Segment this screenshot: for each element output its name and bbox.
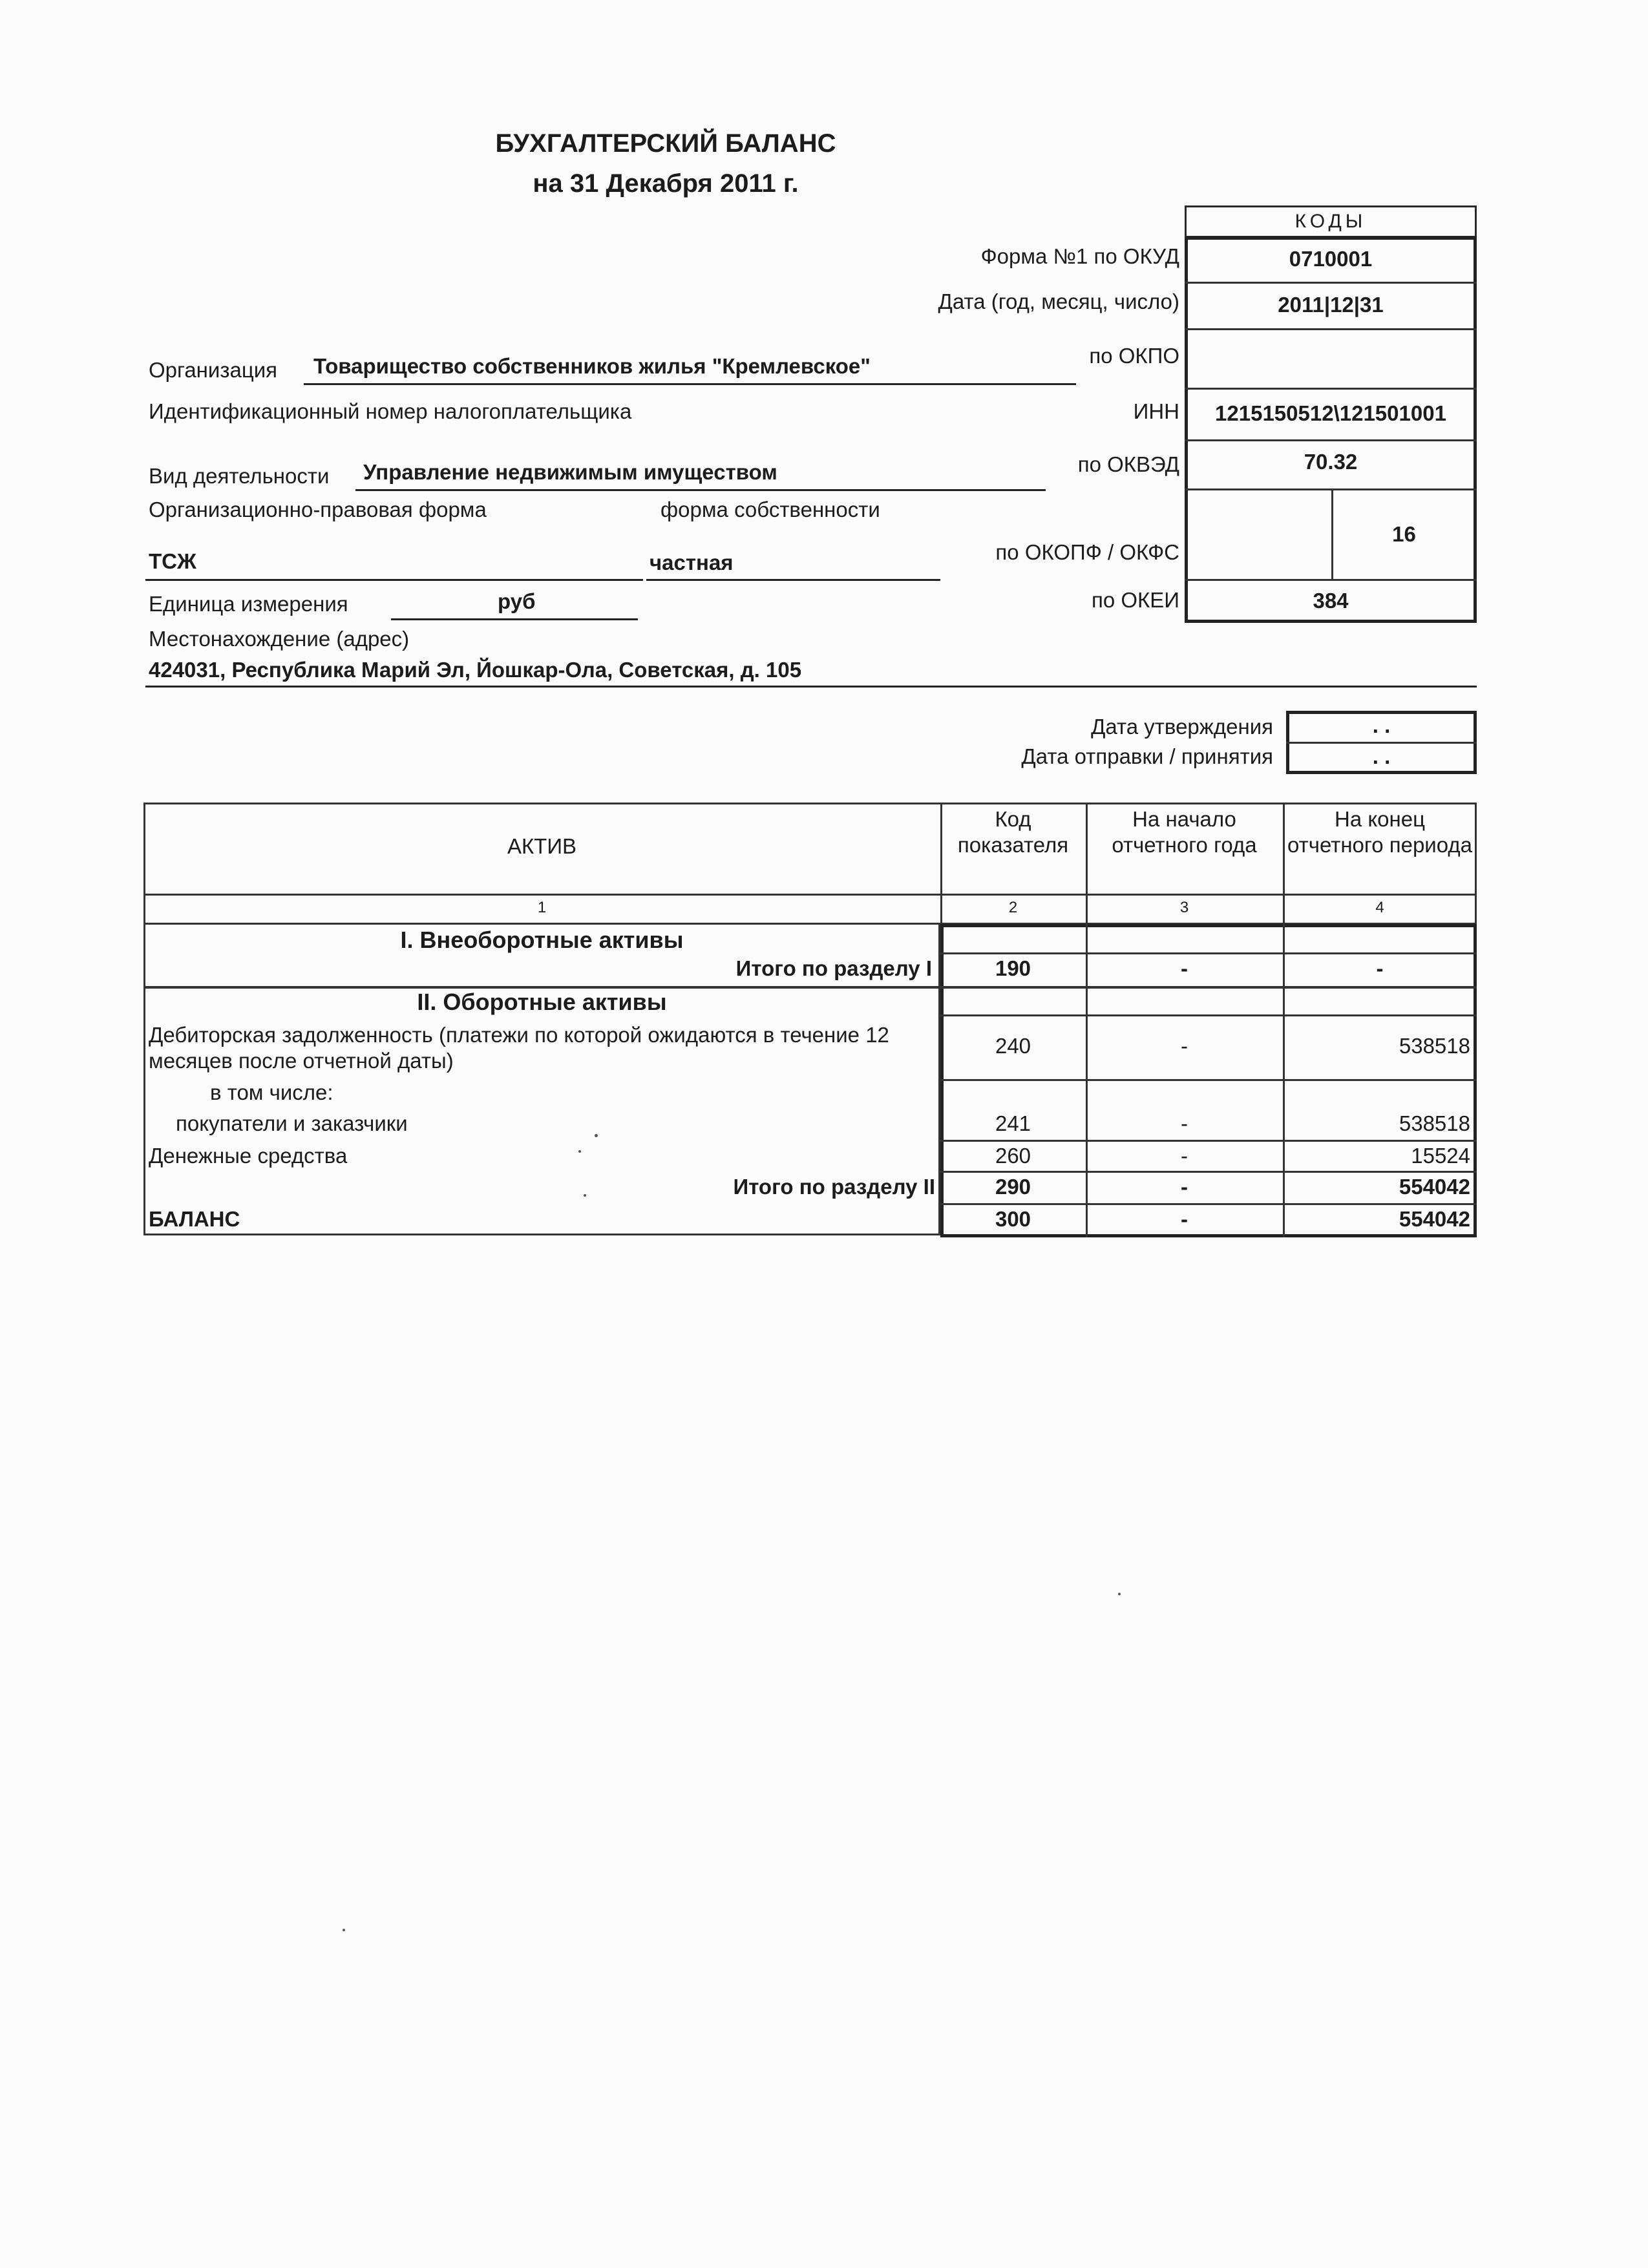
balance-start: - bbox=[1181, 1207, 1188, 1231]
unit-underline bbox=[391, 589, 638, 620]
section2-total-end: 554042 bbox=[1399, 1175, 1470, 1199]
unit-value: руб bbox=[498, 589, 536, 613]
scan-speck bbox=[1118, 1593, 1121, 1595]
codes-header-box bbox=[1185, 205, 1477, 238]
row-customers-start: - bbox=[1181, 1111, 1188, 1135]
row-cash-start: - bbox=[1181, 1144, 1188, 1168]
row-cash-label: Денежные средства bbox=[149, 1144, 348, 1168]
okud-label: Форма №1 по ОКУД bbox=[980, 244, 1179, 268]
approve-value: . . bbox=[1372, 713, 1391, 737]
address-value: 424031, Республика Марий Эл, Йошкар-Ола, Советская, д. 105 bbox=[149, 658, 802, 682]
inn-full-label: Идентификационный номер налогоплательщика bbox=[149, 399, 632, 423]
activity-label: Вид деятельности bbox=[149, 464, 330, 488]
scan-speck bbox=[343, 1929, 345, 1931]
header-aktiv: АКТИВ bbox=[507, 834, 577, 858]
unit-label: Единица измерения bbox=[149, 592, 348, 616]
okved-label: по ОКВЭД bbox=[1077, 452, 1179, 476]
org-underline bbox=[304, 354, 1076, 385]
okopf-label: по ОКОПФ / ОКФС bbox=[995, 540, 1179, 564]
row-cash-code: 260 bbox=[995, 1144, 1031, 1168]
okfs-value: 16 bbox=[1392, 522, 1416, 546]
document-title: БУХГАЛТЕРСКИЙ БАЛАНС bbox=[495, 129, 836, 158]
org-label: Организация bbox=[149, 358, 278, 382]
date-label: Дата (год, месяц, число) bbox=[938, 289, 1179, 313]
row-receivables-end: 538518 bbox=[1399, 1034, 1470, 1058]
col-num-4: 4 bbox=[1375, 899, 1384, 916]
row-including-label: в том числе: bbox=[210, 1080, 333, 1104]
balance-code: 300 bbox=[995, 1207, 1031, 1231]
legal-form-value: ТСЖ bbox=[149, 549, 196, 573]
section2-title: II. Оборотные активы bbox=[417, 989, 667, 1015]
ownership-underline bbox=[646, 548, 940, 581]
okud-value: 0710001 bbox=[1289, 247, 1373, 271]
document-subtitle: на 31 Декабря 2011 г. bbox=[533, 169, 799, 198]
inn-label: ИНН bbox=[1133, 399, 1179, 423]
header-start: На начало отчетного года bbox=[1112, 807, 1257, 857]
okpo-value bbox=[1185, 328, 1477, 388]
section1-total-code: 190 bbox=[995, 956, 1031, 980]
legal-form-underline bbox=[145, 548, 643, 581]
okei-value: 384 bbox=[1313, 589, 1349, 613]
section1-total-end: - bbox=[1376, 956, 1384, 980]
okei-label: по ОКЕИ bbox=[1091, 588, 1179, 612]
scan-speck bbox=[584, 1194, 586, 1197]
section2-total-label: Итого по разделу II bbox=[733, 1175, 935, 1199]
section1-total-label: Итого по разделу I bbox=[735, 956, 932, 980]
org-value: Товарищество собственников жилья "Кремлевское" bbox=[313, 354, 871, 378]
codes-header: КОДЫ bbox=[1294, 211, 1367, 232]
inn-value: 1215150512\121501001 bbox=[1215, 401, 1446, 425]
row-receivables-start: - bbox=[1181, 1034, 1188, 1058]
activity-value: Управление недвижимым имуществом bbox=[363, 460, 777, 484]
col-num-3: 3 bbox=[1179, 899, 1189, 916]
okopf-value bbox=[1185, 488, 1331, 579]
section1-title: I. Внеоборотные активы bbox=[400, 927, 684, 953]
row-cash-end: 15524 bbox=[1411, 1144, 1470, 1168]
date-value: 2011|12|31 bbox=[1278, 293, 1384, 317]
col-num-2: 2 bbox=[1008, 899, 1018, 916]
row-receivables-code: 240 bbox=[995, 1034, 1031, 1058]
activity-underline bbox=[355, 460, 1046, 491]
row-receivables-label: Дебиторская задолженность (платежи по которой ожидаются в течение 12 месяцев после отчетной даты) bbox=[149, 1023, 889, 1073]
header-end: На конец отчетного периода bbox=[1287, 807, 1472, 857]
scan-speck bbox=[578, 1150, 581, 1153]
scan-speck bbox=[595, 1134, 598, 1137]
row-customers-label: покупатели и заказчики bbox=[176, 1111, 408, 1135]
section1-total-start: - bbox=[1181, 956, 1188, 980]
balance-end: 554042 bbox=[1399, 1207, 1470, 1231]
header-code: Код показателя bbox=[957, 807, 1069, 857]
okpo-label: по ОКПО bbox=[1089, 344, 1179, 368]
section2-total-code: 290 bbox=[995, 1175, 1031, 1199]
send-value: . . bbox=[1372, 744, 1391, 768]
address-underline bbox=[145, 656, 1477, 688]
send-label: Дата отправки / принятия bbox=[1021, 744, 1273, 768]
row-customers-code: 241 bbox=[995, 1111, 1031, 1135]
approve-label: Дата утверждения bbox=[1091, 715, 1273, 739]
ownership-label: форма собственности bbox=[660, 498, 880, 521]
row-customers-end: 538518 bbox=[1399, 1111, 1470, 1135]
address-label: Местонахождение (адрес) bbox=[149, 627, 410, 651]
balance-label: БАЛАНС bbox=[149, 1207, 240, 1231]
okved-value: 70.32 bbox=[1304, 450, 1358, 474]
section2-total-start: - bbox=[1181, 1175, 1188, 1199]
col-num-1: 1 bbox=[537, 899, 547, 916]
legal-form-label: Организационно-правовая форма bbox=[149, 498, 487, 521]
ownership-value: частная bbox=[650, 551, 734, 574]
